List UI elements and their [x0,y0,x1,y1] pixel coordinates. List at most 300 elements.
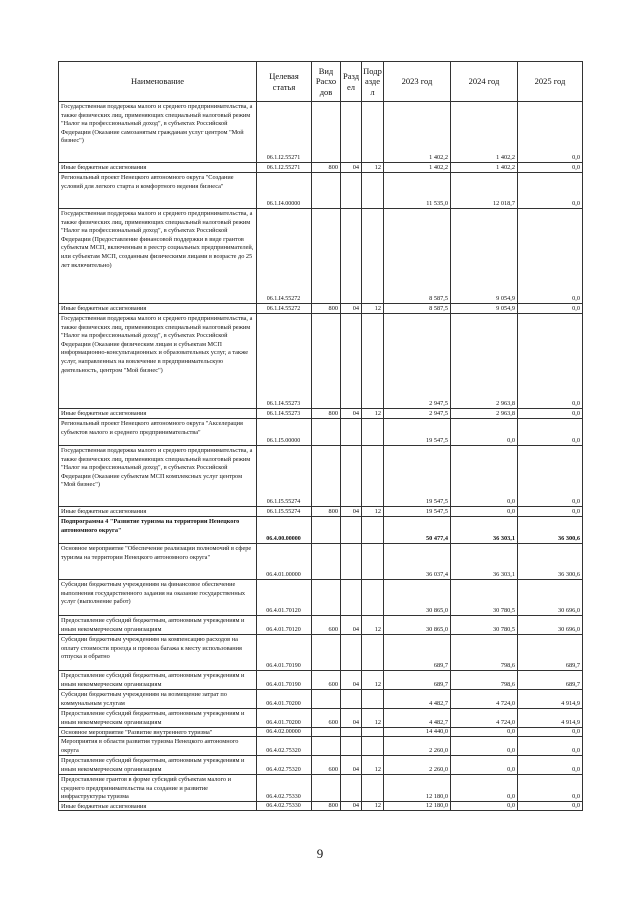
row-2023-cell-value: 19 547,5 [425,498,448,505]
row-2025-cell-value: 4 914,9 [561,719,580,726]
row-section-cell-value: 04 [352,164,359,171]
table-row [58,579,583,615]
row-target-cell-value: 06.1.I2.55271 [266,165,301,171]
row-kind-cell [311,172,340,208]
row-subsection-cell [361,445,383,506]
row-2024-cell [450,727,517,736]
row-2024-cell [450,445,517,506]
row-subsection-cell [361,755,383,774]
row-2024-cell [450,408,517,418]
row-2024-cell-value: 0,0 [507,728,515,735]
row-kind-cell [311,634,340,670]
row-2024-cell-value: 0,0 [507,766,515,773]
row-2025-cell-value: 4 914,9 [561,700,580,707]
row-kind-cell [311,516,340,543]
row-2024-cell [450,543,517,579]
row-2023-cell [383,615,450,634]
row-kind-cell-value: 800 [328,410,338,417]
row-2023-cell-value: 689,7 [433,662,448,669]
row-2023-cell-value: 8 587,5 [429,305,448,312]
row-target-cell-value: 06.4.01.70200 [266,720,301,726]
row-2025-cell [517,727,583,736]
row-2023-cell-value: 14 440,0 [425,728,448,735]
row-kind-cell [311,670,340,689]
table-row [58,774,583,801]
row-subsection-cell [361,689,383,708]
row-2023-cell [383,543,450,579]
row-target-cell-value: 06.4.01.70200 [266,701,301,707]
row-subsection-cell [361,408,383,418]
row-name-cell: Субсидии бюджетным учреждениям на компенсацию расходов на оплату стоимости проезда и провоза багажа к месту использования отпуска и обратно [58,634,256,670]
row-name-cell: Субсидии бюджетным учреждениям на финансовое обеспечение выполнения государственного задания на оказание государственных услуг (выполнение работ) [58,579,256,615]
row-2025-cell-value: 0,0 [572,766,580,773]
row-name-cell: Иные бюджетные ассигнования [58,506,256,516]
row-2023-cell [383,708,450,727]
row-name-cell: Предоставление грантов в форме субсидий субъектам малого и среднего предпринимательства на создание и развитие инфраструктуры туризма [58,774,256,801]
row-name-cell: Иные бюджетные ассигнования [58,408,256,418]
row-2023-cell [383,101,450,162]
row-2024-cell [450,774,517,801]
row-2024-cell-value: 36 303,1 [492,571,515,578]
row-target-cell-value: 06.4.02.75330 [266,794,301,800]
row-kind-cell [311,418,340,445]
row-2025-cell [517,303,583,313]
row-2023-cell [383,418,450,445]
row-section-cell [340,445,361,506]
row-kind-cell-value: 600 [328,626,338,633]
row-2023-cell [383,727,450,736]
row-target-cell [256,736,311,755]
row-2023-cell [383,313,450,408]
row-subsection-cell [361,543,383,579]
table-row [58,801,583,810]
row-2024-cell [450,101,517,162]
row-target-cell-value: 06.1.I4.55273 [266,401,301,407]
row-2023-cell [383,172,450,208]
row-kind-cell [311,445,340,506]
row-2023-cell-value: 2 260,0 [429,766,448,773]
row-2024-cell-value: 0,0 [507,498,515,505]
row-subsection-cell [361,670,383,689]
row-2024-cell-value: 30 780,5 [492,626,515,633]
row-2023-cell-value: 8 587,5 [429,295,448,302]
row-2025-cell-value: 0,0 [572,410,580,417]
row-2023-cell-value: 30 865,0 [425,607,448,614]
row-2024-cell-value: 798,6 [500,662,515,669]
row-section-cell [340,408,361,418]
row-kind-cell [311,579,340,615]
row-2023-cell [383,408,450,418]
row-kind-cell-value: 800 [328,508,338,515]
row-section-cell [340,516,361,543]
row-target-cell-value: 06.4.02.75330 [266,803,301,809]
row-subsection-cell-value: 12 [374,802,381,809]
row-name-cell: Иные бюджетные ассигнования [58,162,256,172]
table-row [58,727,583,736]
row-target-cell [256,774,311,801]
row-2024-cell [450,736,517,755]
row-2024-cell [450,162,517,172]
row-name-cell: Иные бюджетные ассигнования [58,303,256,313]
row-section-cell [340,313,361,408]
row-2023-cell [383,774,450,801]
row-subsection-cell [361,418,383,445]
row-kind-cell [311,408,340,418]
row-2023-cell [383,516,450,543]
row-2024-cell [450,303,517,313]
row-2025-cell-value: 0,0 [572,305,580,312]
row-2025-cell-value: 689,7 [565,662,580,669]
row-2025-cell [517,172,583,208]
row-kind-cell-value: 800 [328,164,338,171]
row-2024-cell-value: 0,0 [507,508,515,515]
row-name-cell: Государственная поддержка малого и среднего предпринимательства, а также физических лиц, применяющих специальный налоговый режим "Налог на профессиональный доход", в субъектах Российской Федерации (Оказание физическим лицам и субъектам МСП информационно-консультационных и образовательных услуг, а также услуг, направленных на вовлечение в предпринимательскую деятельность, центром "Мой бизнес") [58,313,256,408]
row-target-cell-value: 06.1.I4.55272 [266,306,301,312]
row-section-cell [340,303,361,313]
row-subsection-cell [361,313,383,408]
table-bottom-border [58,810,583,811]
row-2025-cell [517,670,583,689]
row-kind-cell [311,313,340,408]
row-target-cell [256,172,311,208]
row-kind-cell [311,774,340,801]
row-2023-cell-value: 4 482,7 [429,700,448,707]
header-kind: Вид Расхо дов [311,61,340,101]
row-section-cell [340,801,361,810]
row-section-cell [340,543,361,579]
row-2025-cell [517,162,583,172]
row-kind-cell [311,801,340,810]
row-subsection-cell [361,208,383,303]
row-2024-cell-value: 0,0 [507,802,515,809]
table-row [58,670,583,689]
row-target-cell-value: 06.4.01.70190 [266,682,301,688]
row-name-cell: Государственная поддержка малого и среднего предпринимательства, а также физических лиц, применяющих специальный налоговый режим "Налог на профессиональный доход", в субъектах Российской Федерации (Оказание самозанятым гражданам услуг центром "Мой бизнес") [58,101,256,162]
header-subsection: Подр азде л [361,61,383,101]
row-name-cell: Региональный проект Ненецкого автономного округа "Создание условий для легкого старта и комфортного ведения бизнеса" [58,172,256,208]
row-target-cell-value: 06.1.I4.55273 [266,411,301,417]
row-section-cell-value: 04 [352,626,359,633]
row-section-cell-value: 04 [352,410,359,417]
row-section-cell [340,579,361,615]
row-2023-cell [383,208,450,303]
row-target-cell [256,516,311,543]
table-row [58,303,583,313]
row-2024-cell [450,755,517,774]
row-target-cell [256,162,311,172]
header-2025: 2025 год [517,61,583,101]
row-subsection-cell-value: 12 [374,766,381,773]
row-2025-cell-value: 0,0 [572,793,580,800]
row-2023-cell-value: 11 535,0 [426,200,448,207]
row-subsection-cell-value: 12 [374,508,381,515]
row-2024-cell [450,418,517,445]
row-2025-cell [517,801,583,810]
row-2025-cell-value: 30 696,0 [557,607,580,614]
row-2024-cell-value: 1 402,2 [496,154,515,161]
header-2023: 2023 год [383,61,450,101]
row-2025-cell [517,418,583,445]
row-subsection-cell [361,708,383,727]
row-2025-cell-value: 30 696,0 [557,626,580,633]
row-section-cell-value: 04 [352,802,359,809]
table-row [58,516,583,543]
row-kind-cell [311,506,340,516]
row-target-cell-value: 06.4.02.00000 [266,729,301,735]
row-subsection-cell [361,579,383,615]
row-name-cell: Государственная поддержка малого и среднего предпринимательства, а также физических лиц, применяющих специальный налоговый режим "Налог на профессиональный доход", в субъектах Российской Федерации (Оказание субъектам МСП комплексных услуг центром "Мой бизнес") [58,445,256,506]
row-target-cell [256,445,311,506]
row-subsection-cell-value: 12 [374,305,381,312]
row-2024-cell [450,801,517,810]
row-2025-cell-value: 0,0 [572,498,580,505]
row-2025-cell [517,313,583,408]
row-2024-cell-value: 9 054,9 [496,295,515,302]
row-target-cell [256,101,311,162]
row-2024-cell [450,313,517,408]
row-name-cell: Мероприятия в области развития туризма Ненецкого автономного округа [58,736,256,755]
header-name: Наименование [58,61,256,101]
row-kind-cell [311,208,340,303]
row-2024-cell-value: 0,0 [507,793,515,800]
table-row [58,408,583,418]
row-2025-cell [517,208,583,303]
row-2023-cell-value: 19 547,5 [425,437,448,444]
row-2023-cell-value: 2 260,0 [429,747,448,754]
table-row [58,208,583,303]
row-2024-cell [450,615,517,634]
row-2023-cell [383,736,450,755]
row-2025-cell [517,506,583,516]
row-2024-cell-value: 1 402,2 [496,164,515,171]
row-2024-cell-value: 4 724,0 [496,700,515,707]
row-section-cell-value: 04 [352,719,359,726]
row-subsection-cell [361,303,383,313]
row-2023-cell [383,801,450,810]
row-2024-cell-value: 0,0 [507,437,515,444]
row-2024-cell [450,506,517,516]
row-2024-cell-value: 36 303,1 [492,535,515,542]
row-section-cell [340,208,361,303]
row-kind-cell-value: 800 [328,802,338,809]
row-subsection-cell [361,727,383,736]
row-2025-cell [517,579,583,615]
row-target-cell-value: 06.4.02.75320 [266,748,301,754]
row-2025-cell-value: 36 300,6 [557,535,580,542]
row-kind-cell [311,101,340,162]
row-kind-cell-value: 600 [328,719,338,726]
row-2025-cell-value: 0,0 [572,164,580,171]
row-target-cell [256,506,311,516]
row-name-cell: Предоставление субсидий бюджетным, автономным учреждениям и иным некоммерческим организациям [58,708,256,727]
row-section-cell [340,615,361,634]
row-kind-cell [311,736,340,755]
row-section-cell [340,727,361,736]
row-2023-cell [383,506,450,516]
row-target-cell-value: 06.1.I5.55274 [266,509,301,515]
row-target-cell [256,303,311,313]
row-2024-cell-value: 2 963,8 [496,410,515,417]
row-target-cell-value: 06.1.I2.55271 [266,155,301,161]
row-2025-cell-value: 0,0 [572,508,580,515]
row-kind-cell [311,615,340,634]
row-2023-cell [383,670,450,689]
row-kind-cell [311,303,340,313]
row-2025-cell-value: 0,0 [572,728,580,735]
row-section-cell [340,162,361,172]
row-2023-cell [383,755,450,774]
row-section-cell [340,506,361,516]
row-kind-cell-value: 600 [328,681,338,688]
row-section-cell [340,634,361,670]
row-subsection-cell-value: 12 [374,164,381,171]
row-2025-cell-value: 0,0 [572,747,580,754]
row-section-cell-value: 04 [352,508,359,515]
row-2023-cell-value: 30 865,0 [425,626,448,633]
row-target-cell-value: 06.4.01.00000 [266,572,301,578]
table-row [58,615,583,634]
row-target-cell [256,689,311,708]
row-target-cell-value: 06.1.I5.00000 [266,438,301,444]
row-section-cell [340,774,361,801]
row-target-cell-value: 06.4.01.70190 [266,663,301,669]
header-2024: 2024 год [450,61,517,101]
row-2024-cell-value: 4 724,0 [496,719,515,726]
row-2025-cell [517,101,583,162]
row-2024-cell [450,670,517,689]
row-2023-cell-value: 689,7 [433,681,448,688]
table-row [58,313,583,408]
row-2025-cell-value: 0,0 [572,437,580,444]
row-kind-cell [311,162,340,172]
row-2025-cell [517,774,583,801]
row-2024-cell [450,689,517,708]
row-kind-cell [311,755,340,774]
row-2025-cell [517,516,583,543]
row-section-cell [340,101,361,162]
row-section-cell [340,736,361,755]
row-section-cell-value: 04 [352,766,359,773]
table-row [58,689,583,708]
table-row [58,101,583,162]
row-name-cell: Подпрограмма 4 "Развитие туризма на территории Ненецкого автономного округа" [58,516,256,543]
row-2023-cell-value: 1 402,2 [429,164,448,171]
table-header [58,61,583,101]
table-row [58,755,583,774]
row-2023-cell [383,445,450,506]
row-subsection-cell [361,172,383,208]
row-2023-cell [383,579,450,615]
row-2025-cell-value: 689,7 [565,681,580,688]
row-name-cell: Предоставление субсидий бюджетным, автономным учреждениям и иным некоммерческим организациям [58,670,256,689]
row-2025-cell-value: 0,0 [572,200,580,207]
row-target-cell [256,543,311,579]
row-kind-cell [311,708,340,727]
table-row [58,445,583,506]
row-subsection-cell [361,516,383,543]
row-target-cell [256,615,311,634]
row-target-cell-value: 06.4.00.00000 [266,536,301,542]
table-row [58,162,583,172]
row-subsection-cell-value: 12 [374,410,381,417]
row-subsection-cell [361,101,383,162]
row-subsection-cell [361,634,383,670]
row-2023-cell [383,689,450,708]
row-2024-cell [450,208,517,303]
row-2025-cell-value: 0,0 [572,295,580,302]
row-2024-cell [450,172,517,208]
row-2023-cell-value: 12 180,0 [425,793,448,800]
row-section-cell [340,418,361,445]
table-row [58,418,583,445]
row-target-cell [256,579,311,615]
row-2024-cell [450,708,517,727]
table-row [58,634,583,670]
row-2024-cell-value: 2 963,8 [496,400,515,407]
row-subsection-cell [361,162,383,172]
row-section-cell-value: 04 [352,681,359,688]
row-subsection-cell [361,801,383,810]
row-2025-cell [517,408,583,418]
row-2025-cell [517,445,583,506]
row-name-cell: Государственная поддержка малого и среднего предпринимательства, а также физических лиц, применяющих специальный налоговый режим "Налог на профессиональный доход", в субъектах Российской Федерации (Предоставление финансовой поддержки в виде грантов субъектам МСП, включенным в реестр социальных предпринимателей, или субъектам МСП, созданным физическими лицами в возрасте до 25 лет включительно) [58,208,256,303]
row-2023-cell-value: 2 947,5 [429,410,448,417]
row-name-cell: Иные бюджетные ассигнования [58,801,256,810]
row-2023-cell [383,162,450,172]
row-name-cell: Предоставление субсидий бюджетным, автономным учреждениям и иным некоммерческим организациям [58,615,256,634]
row-target-cell [256,801,311,810]
row-2024-cell [450,579,517,615]
table-row [58,543,583,579]
row-2025-cell [517,755,583,774]
row-name-cell: Основное мероприятие "Обеспечение реализации полномочий в сфере туризма на территории Ненецкого автономного округа" [58,543,256,579]
row-2023-cell-value: 2 947,5 [429,400,448,407]
row-name-cell: Региональный проект Ненецкого автономного округа "Акселерация субъектов малого и среднего предпринимательства" [58,418,256,445]
row-subsection-cell-value: 12 [374,681,381,688]
row-subsection-cell-value: 12 [374,719,381,726]
row-target-cell-value: 06.4.01.70120 [266,608,301,614]
row-section-cell-value: 04 [352,305,359,312]
row-2024-cell [450,634,517,670]
row-kind-cell-value: 800 [328,305,338,312]
header-target: Целевая статья [256,61,311,101]
row-2025-cell-value: 0,0 [572,154,580,161]
header-section: Разд ел [340,61,361,101]
row-target-cell [256,727,311,736]
row-target-cell-value: 06.1.I4.55272 [266,296,301,302]
row-subsection-cell [361,774,383,801]
row-section-cell [340,172,361,208]
row-2025-cell-value: 36 300,6 [557,571,580,578]
table-row [58,172,583,208]
row-kind-cell [311,727,340,736]
table-row [58,736,583,755]
row-2024-cell-value: 30 780,5 [492,607,515,614]
row-2023-cell-value: 1 402,2 [429,154,448,161]
row-target-cell [256,418,311,445]
row-2025-cell-value: 0,0 [572,400,580,407]
row-target-cell [256,408,311,418]
row-target-cell [256,670,311,689]
row-target-cell [256,708,311,727]
row-2023-cell-value: 50 477,4 [425,535,448,542]
row-2023-cell-value: 4 482,7 [429,719,448,726]
row-kind-cell [311,689,340,708]
row-target-cell [256,208,311,303]
row-2025-cell [517,543,583,579]
row-2025-cell-value: 0,0 [572,802,580,809]
row-2024-cell [450,516,517,543]
